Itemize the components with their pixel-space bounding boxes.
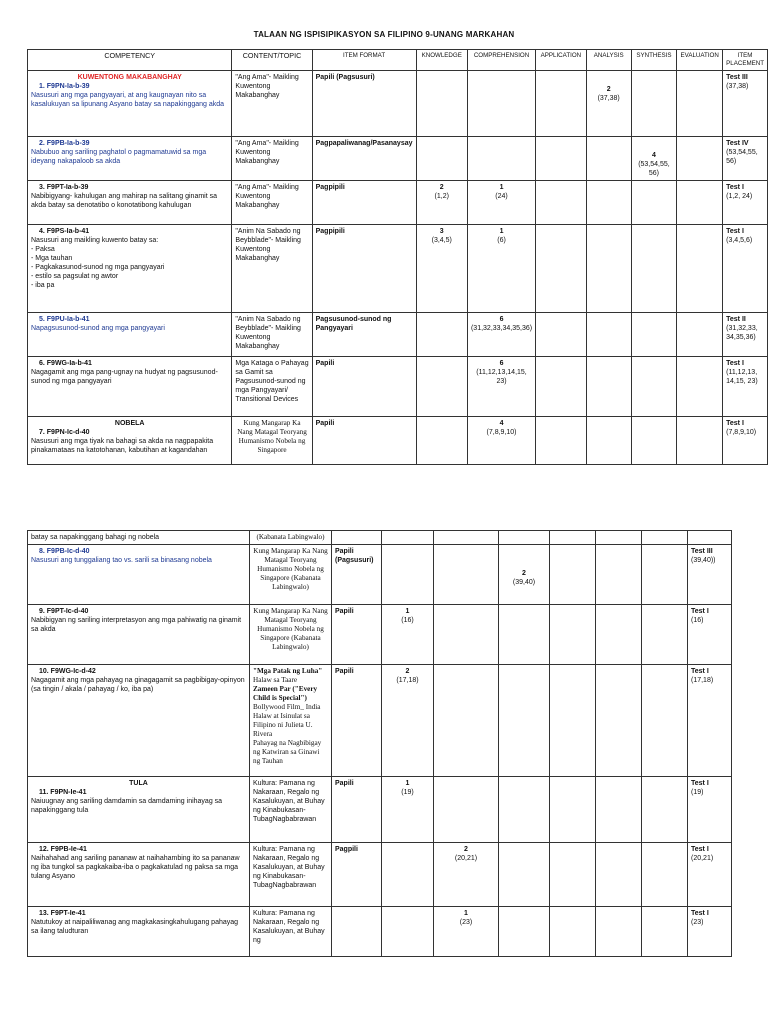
analysis-cell [586,181,631,225]
knowledge-cell [416,357,467,417]
document-title: TALAAN NG ISPISIPIKASYON SA FILIPINO 9-UNANG MARKAHAN [253,30,515,39]
header-item-placement: ITEM PLACEMENT [723,50,768,71]
competency-cell [28,665,250,777]
comprehension-cell [467,417,535,465]
comprehension-value: (7,8,9,10) [486,429,517,436]
competency-code: 13. F9PT-Ie-41 [39,910,86,917]
synthesis-value: (53,54,55, 56) [638,161,670,177]
competency-description: Nagagamit ang mga pang-ugnay na hudyat ng pagsusunod-sunod ng mga pangyayari [31,369,218,385]
synthesis-cell [596,605,642,665]
application-cell [536,71,587,137]
placement-items: (16) [691,617,704,624]
knowledge-value: (19) [401,789,414,796]
knowledge-cell [416,71,467,137]
evaluation-cell [642,545,688,605]
item-format-cell [312,181,416,225]
content-topic-cell [232,71,312,137]
item-format-cell [332,777,382,843]
comprehension-value: (23) [459,919,473,926]
content-topic-cell [250,531,332,545]
header-row [28,50,768,71]
section-title: TULA [129,780,148,787]
placement-test: Test I [691,780,709,787]
competency-description: Nasusuri ang maikling kuwento batay sa: [31,237,159,244]
content-topic-cell [232,357,312,417]
knowledge-value: 3 [439,228,444,235]
table-row [28,545,732,605]
analysis-cell [550,545,596,605]
content-text: "Anim Na Sabado ng Beybblade"- Maikling Kuwentong Makabanghay [235,316,301,350]
competency-cell [28,181,232,225]
comprehension-value: 2 [464,846,468,853]
knowledge-cell [382,777,434,843]
placement-test: Test III [726,74,748,81]
application-cell [536,357,587,417]
competency-description: Nabubuo ang sariling paghatol o pagmamatuwid sa mga ideyang nakapaloob sa akda [31,149,207,165]
knowledge-cell [382,665,434,777]
synthesis-cell [596,777,642,843]
placement-items: (37,38) [726,83,749,90]
item-format-cell [312,225,416,313]
application-cell [499,545,550,605]
table-row [28,777,732,843]
header-knowledge: KNOWLEDGE [416,50,467,71]
placement-items: (17,18) [691,677,714,684]
analysis-cell [586,417,631,465]
knowledge-cell [416,313,467,357]
content-topic-cell [250,665,332,777]
header-application: APPLICATION [536,50,587,71]
application-cell [536,137,587,181]
application-value: 2 [522,570,526,577]
knowledge-cell [416,225,467,313]
analysis-value: 2 [606,86,611,93]
comprehension-value: 4 [499,420,504,427]
synthesis-cell [631,313,677,357]
synthesis-cell [631,357,677,417]
competency-cell [28,137,232,181]
competency-cell [28,225,232,313]
evaluation-cell [677,71,723,137]
item-placement-cell [723,137,768,181]
content-text: Kultura: Pamana ng Nakaraan, Regalo ng Kasalukuyan, at Buhay ng [253,910,325,944]
competency-description: Naihahahad ang sariling pananaw at naihahambing ito sa pananaw ng iba tungkol sa pagkakaiba-iba o pagkakatulad ng paksa sa mga tulang Asyano [31,855,240,880]
competency-code: 6. F9WG-Ia-b-41 [39,360,92,367]
analysis-value: (37,38) [597,95,620,102]
placement-test: Test IV [726,140,749,147]
competency-code: 12. F9PB-Ie-41 [39,846,87,853]
competency-cell [28,417,232,465]
item-format-cell [312,417,416,465]
competency-description: - Mga tauhan [31,255,73,262]
content-detail: Pahayag na Nagbibigay ng Katwiran sa Ginawi ng Tauhan [253,739,322,765]
evaluation-cell [642,531,688,545]
competency-code: 9. F9PT-Ic-d-40 [39,608,89,615]
competency-code: 7. F9PN-Ic-d-40 [39,429,90,436]
knowledge-value: 2 [439,184,444,191]
item-format-cell [332,907,382,957]
comprehension-cell [467,71,535,137]
table-row [28,71,768,137]
placement-items: (31,32,33, 34,35,36) [726,325,758,341]
competency-cell [28,357,232,417]
item-placement-cell [688,843,732,907]
evaluation-cell [677,137,723,181]
evaluation-cell [642,605,688,665]
comprehension-cell [467,357,535,417]
comprehension-cell [434,665,499,777]
competency-description: - Paksa [31,246,55,253]
item-format-cell [332,843,382,907]
content-text: "Anim Na Sabado ng Beybblade"- Maikling Kuwentong Makabanghay [235,228,301,262]
content-text: "Ang Ama"- Maikling Kuwentong Makabanghay [235,184,299,209]
comprehension-value: 6 [499,316,504,323]
placement-test: Test I [691,846,709,853]
competency-code: 11. F9PN-Ie-41 [39,789,87,796]
knowledge-cell [382,531,434,545]
synthesis-cell [631,417,677,465]
content-text: "Ang Ama"- Maikling Kuwentong Makabanghay [235,140,299,165]
placement-test: Test I [726,420,744,427]
synthesis-value: 4 [652,152,656,159]
comprehension-cell [434,605,499,665]
item-format-cell [312,137,416,181]
header-analysis: ANALYSIS [586,50,631,71]
knowledge-value: (17,18) [396,677,419,684]
table-row [28,605,732,665]
competency-code: 1. F9PN-Ia-b-39 [39,83,90,90]
competency-description: Napagsusunod-sunod ang mga pangyayari [31,325,165,332]
analysis-cell [550,777,596,843]
comprehension-cell [434,777,499,843]
application-cell [499,605,550,665]
content-topic-cell [232,181,312,225]
item-format-text: Pagpipili [315,228,345,235]
header-item-format: ITEM FORMAT [312,50,416,71]
analysis-cell [586,225,631,313]
comprehension-value: (20,21) [454,855,478,862]
analysis-cell [586,313,631,357]
item-placement-cell [688,777,732,843]
evaluation-cell [677,417,723,465]
placement-items: (3,4,5,6) [726,237,753,244]
content-detail: Bollywood Film_ India Halaw at Isinulat sa Filipino ni Julieta U. Rivera [253,703,321,738]
synthesis-cell [631,225,677,313]
content-text: (Kabanata Labingwalo) [256,533,325,541]
item-format-text: Papili [335,668,354,675]
content-topic-cell [250,843,332,907]
competency-cell [28,843,250,907]
item-format-text: Papili (Pagsusuri) [315,74,375,81]
section-title: KUWENTONG MAKABANGHAY [77,74,182,81]
item-format-text: Papili [315,360,335,367]
content-subtitle: Zameen Par ("Every Child is Special") [253,685,318,702]
comprehension-cell [467,181,535,225]
competency-description: Natutukoy at naipaliliwanag ang magkakasingkahulugang pahayag sa ilang taludturan [31,919,239,935]
evaluation-cell [642,907,688,957]
item-format-cell [332,531,382,545]
competency-description: Nasusuri ang mga tiyak na bahagi sa akda na nagpapakita pinakamataas na katotohanan, kabutihan at kagandahan [31,438,214,454]
knowledge-cell [416,417,467,465]
table-row [28,357,768,417]
header-synthesis: SYNTHESIS [631,50,677,71]
evaluation-cell [677,181,723,225]
content-text: Kung Mangarap Ka Nang Matagal Teoryang Humanismo Nobela ng Singapore (Kabanata Labingwalo) [253,547,328,591]
content-topic-cell [250,545,332,605]
header-competency: COMPETENCY [28,50,232,71]
item-format-text: Pagpapaliwanag/Pasanaysay [315,140,413,147]
competency-cell [28,545,250,605]
placement-items: (1,2, 24) [726,193,753,200]
analysis-cell [550,843,596,907]
table-row [28,665,732,777]
placement-test: Test I [726,184,744,191]
competency-description: Nasusuri ang tunggaliang tao vs. sarili sa binasang nobela [31,557,212,564]
application-cell [499,777,550,843]
competency-description: - iba pa [31,282,55,289]
comprehension-cell [467,225,535,313]
placement-test: Test I [726,360,744,367]
item-format-cell [332,545,382,605]
comprehension-value: 1 [499,228,504,235]
competency-description: - Pagkakasunod-sunod ng mga pangyayari [31,264,165,271]
placement-test: Test III [691,548,713,555]
synthesis-cell [631,181,677,225]
content-text: Mga Kataga o Pahayag sa Gamit sa Pagsusunod-sunod ng mga Pangyayari/ Transitional Devices [235,360,309,403]
table-row [28,181,768,225]
content-topic-cell [232,313,312,357]
competency-code: 8. F9PB-Ic-d-40 [39,548,90,555]
knowledge-cell [382,545,434,605]
competency-cell [28,907,250,957]
knowledge-value: 1 [405,780,410,787]
item-format-text: Papili [315,420,335,427]
competency-cell [28,605,250,665]
item-placement-cell [723,313,768,357]
item-placement-cell [688,531,732,545]
comprehension-value: (31,32,33,34,35,36) [470,325,533,332]
synthesis-cell [631,137,677,181]
application-cell [536,225,587,313]
item-format-cell [312,313,416,357]
item-format-cell [312,71,416,137]
content-topic-cell [232,137,312,181]
analysis-cell [586,71,631,137]
competency-description: Nabibigyang- kahulugan ang mahirap na salitang ginamit sa akda batay sa denotatibo o konotatibong kahulugan [31,193,218,209]
knowledge-value: 2 [405,668,410,675]
competency-code: 5. F9PU-Ia-b-41 [39,316,90,323]
table-row [28,907,732,957]
item-placement-cell [723,181,768,225]
analysis-cell [550,605,596,665]
knowledge-value: (3,4,5) [431,237,452,244]
placement-test: Test I [691,608,709,615]
item-placement-cell [688,907,732,957]
evaluation-cell [642,665,688,777]
item-placement-cell [723,71,768,137]
competency-cell [28,777,250,843]
placement-test: Test I [691,910,709,917]
synthesis-cell [596,665,642,777]
table-row [28,417,768,465]
item-format-text: Pagpili [335,846,358,853]
competency-cell [28,531,250,545]
content-topic-cell [250,777,332,843]
knowledge-cell [382,907,434,957]
item-placement-cell [688,605,732,665]
evaluation-cell [677,225,723,313]
synthesis-cell [596,531,642,545]
item-placement-cell [723,225,768,313]
competency-description: batay sa napakinggang bahagi ng nobela [31,534,160,541]
synthesis-cell [631,71,677,137]
comprehension-cell [467,313,535,357]
placement-items: (39,40)) [691,557,716,564]
competency-description: Nagagamit ang mga pahayag na ginagagamit sa pagbibigay-opinyon (sa tingin / akala / pahayag / ko, iba pa) [31,677,245,693]
evaluation-cell [642,777,688,843]
evaluation-cell [677,313,723,357]
competency-cell [28,71,232,137]
item-format-text: Papili [335,780,354,787]
item-placement-cell [723,357,768,417]
analysis-cell [586,137,631,181]
competency-description: Naiuugnay ang sariling damdamin sa damdaming inihayag sa napakinggang tula [31,798,223,814]
knowledge-value: (16) [401,617,414,624]
application-cell [536,181,587,225]
table-row [28,531,732,545]
application-cell [536,313,587,357]
application-cell [499,907,550,957]
analysis-cell [550,531,596,545]
placement-test: Test I [691,668,709,675]
competency-code: 3. F9PT-Ia-b-39 [39,184,89,191]
competency-cell [28,313,232,357]
item-format-text: Pagsusunod-sunod ng Pangyayari [315,316,392,332]
competency-code: 2. F9PB-Ia-b-39 [39,140,90,147]
comprehension-cell [434,843,499,907]
comprehension-cell [467,137,535,181]
placement-items: (20,21) [691,855,714,862]
content-text: Kultura: Pamana ng Nakaraan, Regalo ng Kasalukuyan, at Buhay ng Kinabukasan-TubagNagbabrawan [253,846,325,889]
analysis-cell [586,357,631,417]
header-evaluation: EVALUATION [677,50,723,71]
application-cell [536,417,587,465]
comprehension-value: 1 [464,910,468,917]
placement-items: (19) [691,789,704,796]
comprehension-value: (6) [497,237,506,244]
placement-items: (53,54,55, 56) [726,149,758,165]
section-title: NOBELA [114,420,145,427]
analysis-cell [550,665,596,777]
comprehension-cell [434,907,499,957]
item-format-cell [332,665,382,777]
comprehension-value: (24) [495,193,508,200]
application-cell [499,843,550,907]
item-format-cell [312,357,416,417]
table-row [28,137,768,181]
comprehension-value: (11,12,13,14,15, 23) [476,369,527,385]
item-format-cell [332,605,382,665]
comprehension-cell [434,545,499,605]
specification-table-page-1 [27,49,768,465]
comprehension-value: 1 [499,184,504,191]
competency-code: 4. F9PS-Ia-b-41 [39,228,90,235]
table-row [28,225,768,313]
placement-test: Test II [726,316,746,323]
competency-description: Nasusuri ang mga pangyayari, at ang kaugnayan nito sa kasalukuyan sa lipunang Asyano batay sa napakinggang akda [31,92,225,108]
content-text: Kultura: Pamana ng Nakaraan, Regalo ng Kasalukuyan, at Buhay ng Kinabukasan-TubagNagbabrawan [253,780,325,823]
content-topic-cell [232,417,312,465]
item-placement-cell [723,417,768,465]
header-comprehension: COMPREHENSION [467,50,535,71]
content-topic-cell [232,225,312,313]
placement-items: (7,8,9,10) [726,429,757,436]
comprehension-cell [434,531,499,545]
table-row [28,843,732,907]
synthesis-cell [596,545,642,605]
content-topic-cell [250,605,332,665]
analysis-cell [550,907,596,957]
item-format-text: Pagpipili [315,184,345,191]
knowledge-cell [382,843,434,907]
content-text: Kung Mangarap Ka Nang Matagal Teoryang Humanismo Nobela ng Singapore [237,419,307,454]
knowledge-cell [416,137,467,181]
table-row [28,313,768,357]
item-format-text: Papili [335,608,354,615]
content-topic-cell [250,907,332,957]
knowledge-value: (1,2) [434,193,449,200]
placement-items: (11,12,13, 14,15, 23) [726,369,758,385]
placement-test: Test I [726,228,744,235]
comprehension-value: 6 [499,360,504,367]
application-value: (39,40) [512,579,536,586]
knowledge-cell [382,605,434,665]
item-placement-cell [688,545,732,605]
evaluation-cell [642,843,688,907]
content-title: "Mga Patak ng Luha" [253,667,323,675]
specification-table-page-2 [27,530,732,957]
application-cell [499,531,550,545]
knowledge-value: 1 [405,608,410,615]
synthesis-cell [596,843,642,907]
content-source: Halaw sa Taare [253,676,298,684]
header-content-topic: CONTENT/TOPIC [232,50,312,71]
competency-code: 10. F9WG-Ic-d-42 [39,668,96,675]
item-placement-cell [688,665,732,777]
knowledge-cell [416,181,467,225]
application-cell [499,665,550,777]
evaluation-cell [677,357,723,417]
content-text: "Ang Ama"- Maikling Kuwentong Makabanghay [235,74,299,99]
placement-items: (23) [691,919,704,926]
competency-description: - estilo sa pagsulat ng awtor [31,273,119,280]
item-format-text: Papili (Pagsusuri) [335,548,374,564]
competency-description: Nabibigyan ng sariling interpretasyon ang mga pahiwatig na ginamit sa akda [31,617,242,633]
content-text: Kung Mangarap Ka Nang Matagal Teoryang Humanismo Nobela ng Singapore (Kabanata Labingwalo) [253,607,328,651]
synthesis-cell [596,907,642,957]
